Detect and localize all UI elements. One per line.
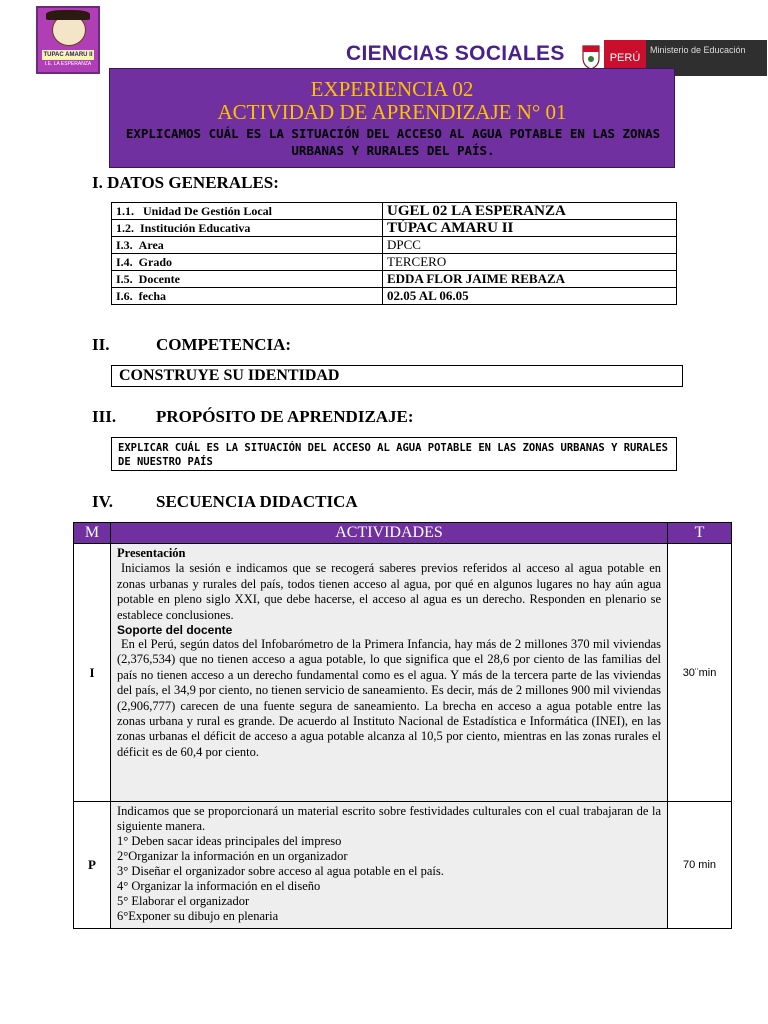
logo-subtext: I.E. LA ESPERANZA xyxy=(44,61,92,67)
section-secuencia-num: IV. xyxy=(92,492,113,511)
time-cell: 70 min xyxy=(668,802,732,929)
time-cell: 30¨min xyxy=(668,544,732,802)
datos-value: TÚPAC AMARU II xyxy=(383,220,677,237)
datos-num: I.5. xyxy=(116,272,133,286)
secuencia-header-row xyxy=(74,523,732,544)
datos-row xyxy=(112,220,677,237)
datos-label: fecha xyxy=(138,289,166,303)
list-item: 4° Organizar la información en el diseño xyxy=(117,879,321,893)
section-competencia-num: II. xyxy=(92,335,110,354)
datos-num: I.4. xyxy=(116,255,133,269)
peru-emblem-icon xyxy=(580,42,602,70)
activity-subtitle: EXPLICAMOS CUÁL ES LA SITUACIÓN DEL ACCESO AL AGUA POTABLE EN LAS ZONAS URBANAS Y RURALES DEL PAÍS. xyxy=(125,126,661,158)
datos-row xyxy=(112,288,677,305)
moment-cell: I xyxy=(74,544,111,802)
datos-value: 02.05 AL 06.05 xyxy=(383,288,677,305)
datos-label: Area xyxy=(138,238,164,252)
datos-label-cell xyxy=(112,288,383,305)
moment-cell: P xyxy=(74,802,111,929)
datos-row xyxy=(112,203,677,220)
datos-row xyxy=(112,254,677,271)
datos-value: DPCC xyxy=(383,237,677,254)
experience-title: EXPERIENCIA 02 xyxy=(310,77,474,101)
school-logo xyxy=(36,6,100,74)
activity-cell xyxy=(111,802,668,929)
subject-title: CIENCIAS SOCIALES xyxy=(346,42,565,65)
datos-label-cell xyxy=(112,254,383,271)
datos-num: I.6. xyxy=(116,289,133,303)
datos-value: UGEL 02 LA ESPERANZA xyxy=(383,203,677,220)
soporte-text: En el Perú, según datos del Infobarómetro de la Primera Infancia, hay más de 2 millones 370 mil viviendas (2,376,534) que no tienen acceso a agua potable, lo que significa que el 28,6 por ciento de las familias del país no tienen acceso a un derecho fundamental como es el agua. Y más de la tercera parte de las viviendas del país, el 34,9 por ciento, no tienen servicio de saneamiento. Es decir, más de 2 millones 900 mil viviendas (2,906,777) carecen de una fuente segura de saneamiento. La brecha en acceso a agua potable entre las zonas urbana y rural es grande. De acuerdo al Instituto Nacional de Estadística e Informática (INEI), en las zonas urbanas el déficit de acceso a agua potable alcanza al 10,5 por ciento, mientras en las zonas rurales el déficit es de 60,4 por ciento. xyxy=(117,637,661,759)
gov-ministry: Ministerio de Educación xyxy=(650,45,746,55)
header-actividades: ACTIVIDADES xyxy=(111,523,668,544)
datos-row xyxy=(112,271,677,288)
section-datos-heading: I. DATOS GENERALES: xyxy=(92,173,279,192)
presentacion-text: Iniciamos la sesión e indicamos que se recogerá saberes previos referidos al acceso al agua potable en zonas urbanas y rurales del país, todos tienen acceso al agua, por qué en algunos lugares no hay aún agua potable en pleno siglo XXI, que debe hacerse, el acceso al agua es un derecho. Responden en plenario se establece conclusiones. xyxy=(117,561,661,622)
table-row xyxy=(74,802,732,929)
datos-num: I.3. xyxy=(116,238,133,252)
presentacion-label: Presentación xyxy=(117,546,186,560)
section-competencia-heading: COMPETENCIA: xyxy=(156,335,292,354)
datos-label-cell xyxy=(112,237,383,254)
section-proposito-num: III. xyxy=(92,407,117,426)
datos-row xyxy=(112,237,677,254)
datos-label-cell xyxy=(112,220,383,237)
list-item: 1° Deben sacar ideas principales del impreso xyxy=(117,834,342,848)
datos-label: Institución Educativa xyxy=(140,221,251,235)
hat-icon xyxy=(46,10,90,20)
title-box xyxy=(109,68,675,168)
section-secuencia-heading: SECUENCIA DIDACTICA xyxy=(156,492,358,511)
datos-num: 1.2. xyxy=(116,221,134,235)
gov-country: PERÚ xyxy=(604,40,646,76)
datos-value: TERCERO xyxy=(383,254,677,271)
table-row xyxy=(74,544,732,802)
proceso-intro: Indicamos que se proporcionará un material escrito sobre festividades culturales con el cual trabajaran de la siguiente manera. xyxy=(117,804,661,833)
header-m: M xyxy=(74,523,111,544)
datos-label: Docente xyxy=(138,272,180,286)
datos-label-cell xyxy=(112,203,383,220)
soporte-label: Soporte del docente xyxy=(117,623,233,638)
datos-table xyxy=(111,202,677,305)
list-item: 3° Diseñar el organizador sobre acceso al agua potable en el país. xyxy=(117,864,444,878)
list-item: 6°Exponer su dibujo en plenaria xyxy=(117,909,279,923)
header-t: T xyxy=(668,523,732,544)
datos-label: Grado xyxy=(138,255,173,269)
datos-label: Unidad De Gestión Local xyxy=(143,204,273,218)
datos-label-cell xyxy=(112,271,383,288)
activity-cell xyxy=(111,544,668,802)
secuencia-table xyxy=(73,522,732,929)
proposito-value: EXPLICAR CUÁL ES LA SITUACIÓN DEL ACCESO AL AGUA POTABLE EN LAS ZONAS URBANAS Y RURALES DE NUESTRO PAÍS xyxy=(111,437,677,471)
section-proposito-heading: PROPÓSITO DE APRENDIZAJE: xyxy=(156,407,414,426)
activity-title: ACTIVIDAD DE APRENDIZAJE N° 01 xyxy=(217,100,567,124)
datos-value: EDDA FLOR JAIME REBAZA xyxy=(383,271,677,288)
list-item: 2°Organizar la información en un organizador xyxy=(117,849,348,863)
logo-text: TUPAC AMARU II xyxy=(43,52,93,58)
competencia-value: CONSTRUYE SU IDENTIDAD xyxy=(111,365,683,387)
list-item: 5° Elaborar el organizador xyxy=(117,894,250,908)
datos-num: 1.1. xyxy=(116,204,134,218)
